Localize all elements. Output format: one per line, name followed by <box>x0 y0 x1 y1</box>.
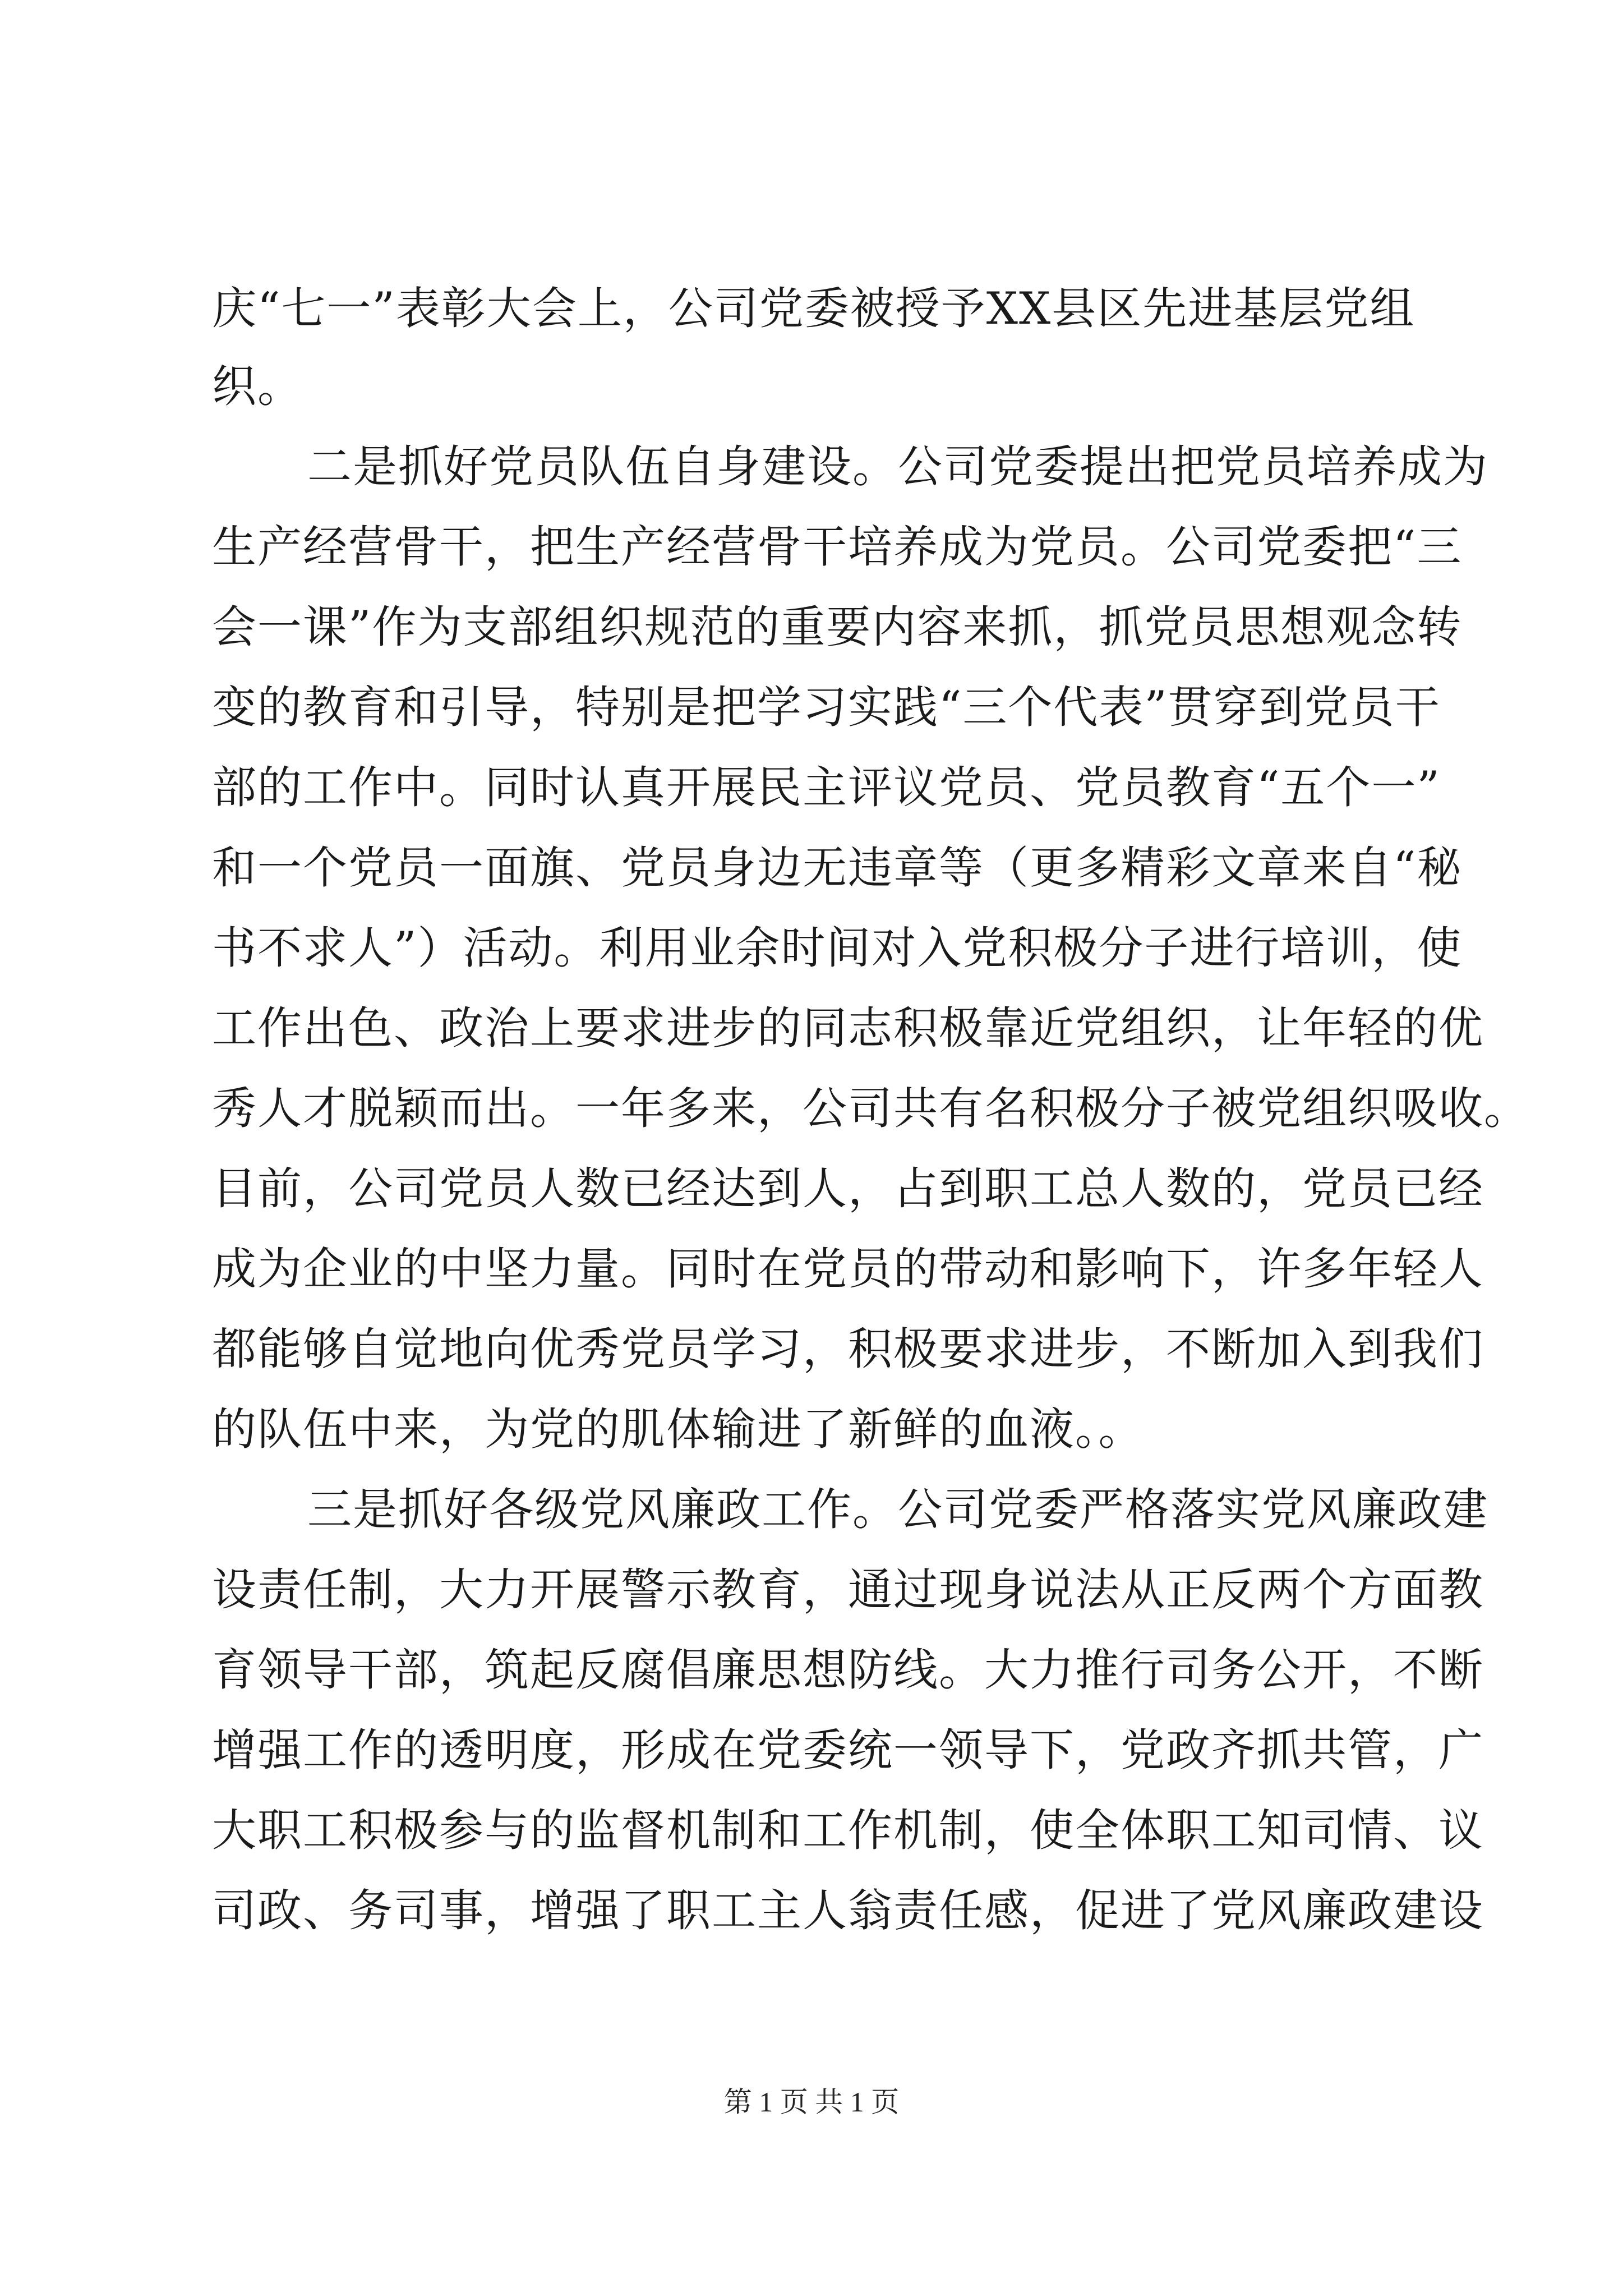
text-line: 司政、务司事，增强了职工主人翁责任感，促进了党风廉政建设 <box>212 1885 1484 1936</box>
text-line: 目前，公司党员人数已经达到人，占到职工总人数的，党员已经 <box>212 1163 1484 1214</box>
text-line: 庆“七一”表彰大会上，公司党委被授予XX县区先进基层党组 <box>212 283 1415 334</box>
text-line: 会一课”作为支部组织规范的重要内容来抓，抓党员思想观念转 <box>212 601 1463 653</box>
page-footer: 第 1 页 共 1 页 <box>723 2086 900 2118</box>
text-line: 都能够自觉地向优秀党员学习，积极要求进步，不断加入到我们 <box>212 1323 1484 1375</box>
text-line: 秀人才脱颖而出。一年多来，公司共有名积极分子被党组织吸收。 <box>212 1083 1529 1134</box>
text-line: 书不求人”）活动。利用业余时间对入党积极分子进行培训，使 <box>212 922 1463 974</box>
text-line: 工作出色、政治上要求进步的同志积极靠近党组织，让年轻的优 <box>212 1002 1484 1054</box>
text-line: 大职工积极参与的监督机制和工作机制，使全体职工知司情、议 <box>212 1805 1484 1856</box>
text-line: 织。 <box>212 361 303 412</box>
paragraph-start-line: 二是抓好党员队伍自身建设。公司党委提出把党员培养成为 <box>307 441 1488 493</box>
text-line: 育领导干部，筑起反腐倡廉思想防线。大力推行司务公开，不断 <box>212 1644 1484 1696</box>
text-line: 变的教育和引导，特别是把学习实践“三个代表”贯穿到党员干 <box>212 682 1441 733</box>
text-line: 增强工作的透明度，形成在党委统一领导下，党政齐抓共管，广 <box>212 1724 1484 1776</box>
text-line: 部的工作中。同时认真开展民主评议党员、党员教育“五个一” <box>212 762 1441 813</box>
text-line: 的队伍中来，为党的肌体输进了新鲜的血液。。 <box>212 1404 1144 1455</box>
paragraph-start-line: 三是抓好各级党风廉政工作。公司党委严格落实党风廉政建 <box>307 1484 1488 1535</box>
text-line: 设责任制，大力开展警示教育，通过现身说法从正反两个方面教 <box>212 1564 1484 1616</box>
text-line: 和一个党员一面旗、党员身边无违章等（更多精彩文章来自“秘 <box>212 842 1463 894</box>
text-line: 生产经营骨干，把生产经营骨干培养成为党员。公司党委把“三 <box>212 521 1463 573</box>
text-line: 成为企业的中坚力量。同时在党员的带动和影响下，许多年轻人 <box>212 1243 1484 1295</box>
